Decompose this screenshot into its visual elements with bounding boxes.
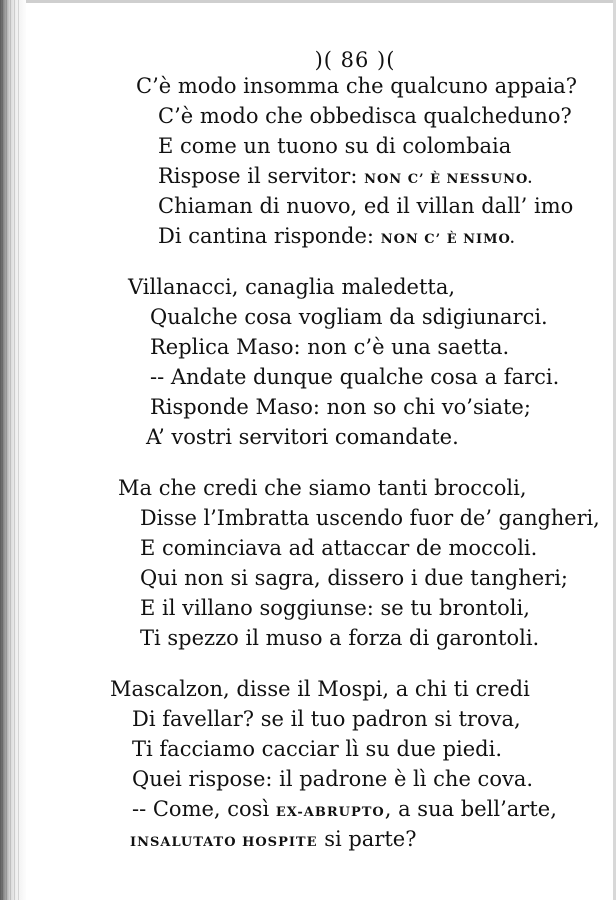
verse-line: Disse l’Imbratta uscendo fuor de’ gangheri, xyxy=(140,506,600,530)
verse-line: Ma che credi che siamo tanti broccoli, xyxy=(118,476,527,500)
verse-line: Ti facciamo cacciar lì su due piedi. xyxy=(132,737,503,761)
verse-line: E cominciava ad attaccar de moccoli. xyxy=(140,536,538,560)
verse-line: Chiaman di nuovo, ed il villan dall’ imo xyxy=(158,194,574,218)
verse-line: -- Andate dunque qualche cosa a farci. xyxy=(150,365,560,389)
verse-line: Di cantina risponde: NON C’ È NIMO. xyxy=(158,224,516,248)
small-caps-text: EX-ABRUPTO xyxy=(275,805,385,820)
small-caps-text: NON C’ È NIMO. xyxy=(380,232,516,247)
verse-line: E come un tuono su di colombaia xyxy=(158,134,512,158)
verse-line: C’è modo insomma che qualcuno appaia? xyxy=(136,74,577,98)
small-caps-text: INSALUTATO HOSPITE xyxy=(130,835,318,850)
verse-line: Quei rispose: il padrone è lì che cova. xyxy=(132,767,534,791)
verse-line: C’è modo che obbedisca qualcheduno? xyxy=(158,104,572,128)
verse-line: Ti spezzo il muso a forza di garontoli. xyxy=(140,626,540,650)
verse-line: Qui non si sagra, dissero i due tangheri; xyxy=(140,566,568,590)
top-page-edge xyxy=(26,0,616,3)
verse-line: Rispose il servitor: NON C’ È NESSUNO. xyxy=(158,164,534,188)
small-caps-text: NON C’ È NESSUNO. xyxy=(364,172,534,187)
verse-line: Mascalzon, disse il Mospi, a chi ti credi xyxy=(110,677,530,701)
verse-line: Risponde Maso: non so chi vo’siate; xyxy=(150,395,531,419)
verse-line: Villanacci, canaglia maledetta, xyxy=(128,275,456,299)
verse-line: -- Come, così EX-ABRUPTO, a sua bell’arte, xyxy=(132,797,557,821)
verse-line: Qualche cosa vogliam da sdigiunarci. xyxy=(150,305,548,329)
verse-line: INSALUTATO HOSPITE si parte? xyxy=(130,827,417,851)
verse-line: A’ vostri servitori comandate. xyxy=(146,425,459,449)
verse-line: Replica Maso: non c’è una saetta. xyxy=(150,335,510,359)
verse-line: Di favellar? se il tuo padron si trova, xyxy=(132,707,521,731)
page-edge-lines xyxy=(2,0,22,900)
verse-line: E il villano soggiunse: se tu brontoli, xyxy=(140,596,530,620)
page-number: )( 86 )( xyxy=(314,48,396,72)
